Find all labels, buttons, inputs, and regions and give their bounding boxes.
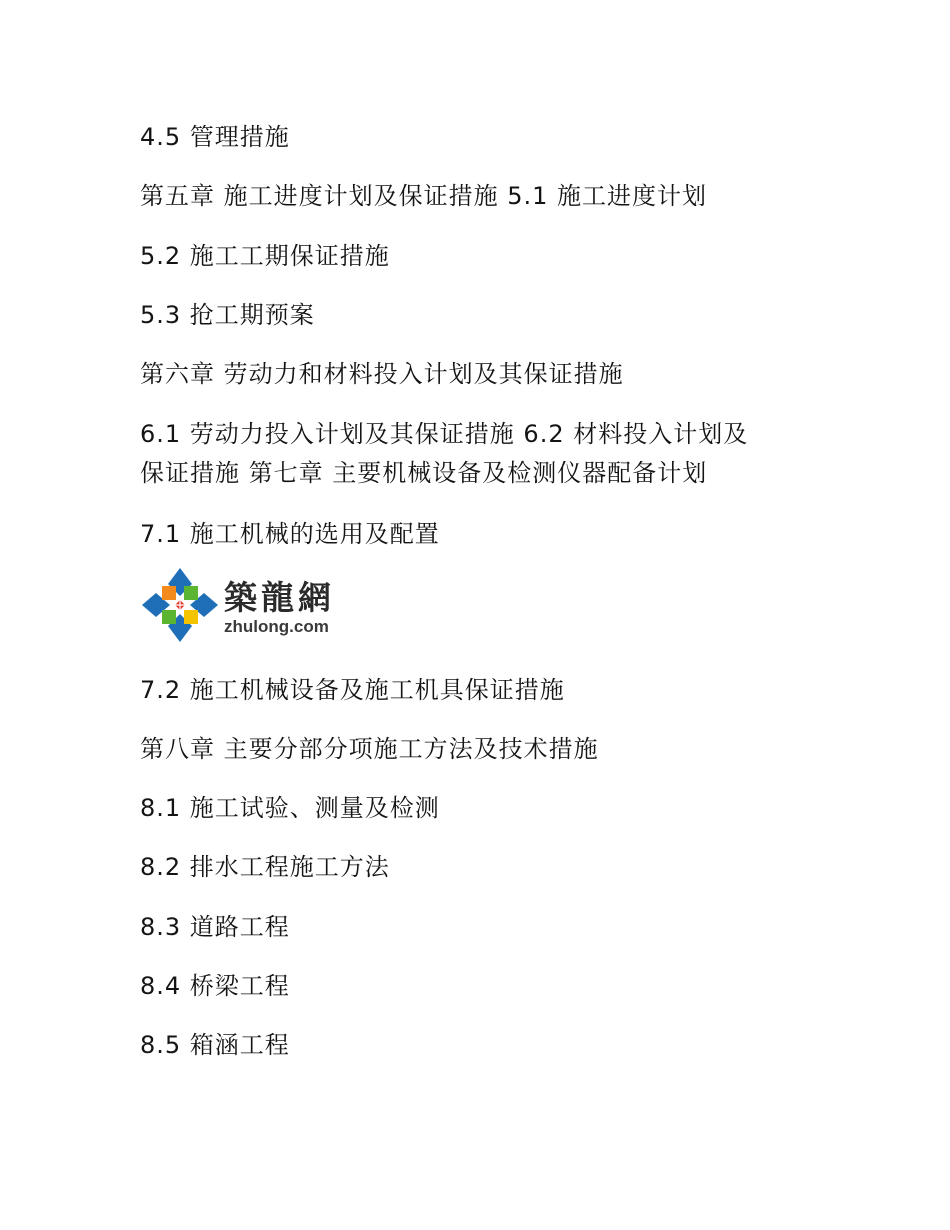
toc-line-chapter-6: 第六章 劳动力和材料投入计划及其保证措施 [140,360,624,388]
toc-line-6-1: 6.1 劳动力投入计划及其保证措施 6.2 材料投入计划及 [140,420,749,448]
toc-line-4-5: 4.5 管理措施 [140,123,290,151]
toc-line-5-2: 5.2 施工工期保证措施 [140,242,390,270]
toc-line-7-2: 7.2 施工机械设备及施工机具保证措施 [140,676,565,704]
zhulong-logo [140,566,350,644]
toc-line-8-3: 8.3 道路工程 [140,913,290,941]
toc-line-8-5: 8.5 箱涵工程 [140,1031,290,1059]
toc-line-8-4: 8.4 桥梁工程 [140,972,290,1000]
toc-line-7-1: 7.1 施工机械的选用及配置 [140,520,440,548]
toc-line-6-2-chapter-7: 保证措施 第七章 主要机械设备及检测仪器配备计划 [140,459,708,487]
logo-domain: zhulong.com [224,617,329,636]
zhulong-logo-mark-icon [140,566,220,644]
toc-line-8-2: 8.2 排水工程施工方法 [140,853,390,881]
toc-line-chapter-8: 第八章 主要分部分项施工方法及技术措施 [140,735,599,763]
toc-line-chapter-5: 第五章 施工进度计划及保证措施 5.1 施工进度计划 [140,182,708,210]
toc-line-5-3: 5.3 抢工期预案 [140,301,315,329]
logo-name-cn: 築龍網 [224,578,335,617]
toc-line-8-1: 8.1 施工试验、测量及检测 [140,794,440,822]
